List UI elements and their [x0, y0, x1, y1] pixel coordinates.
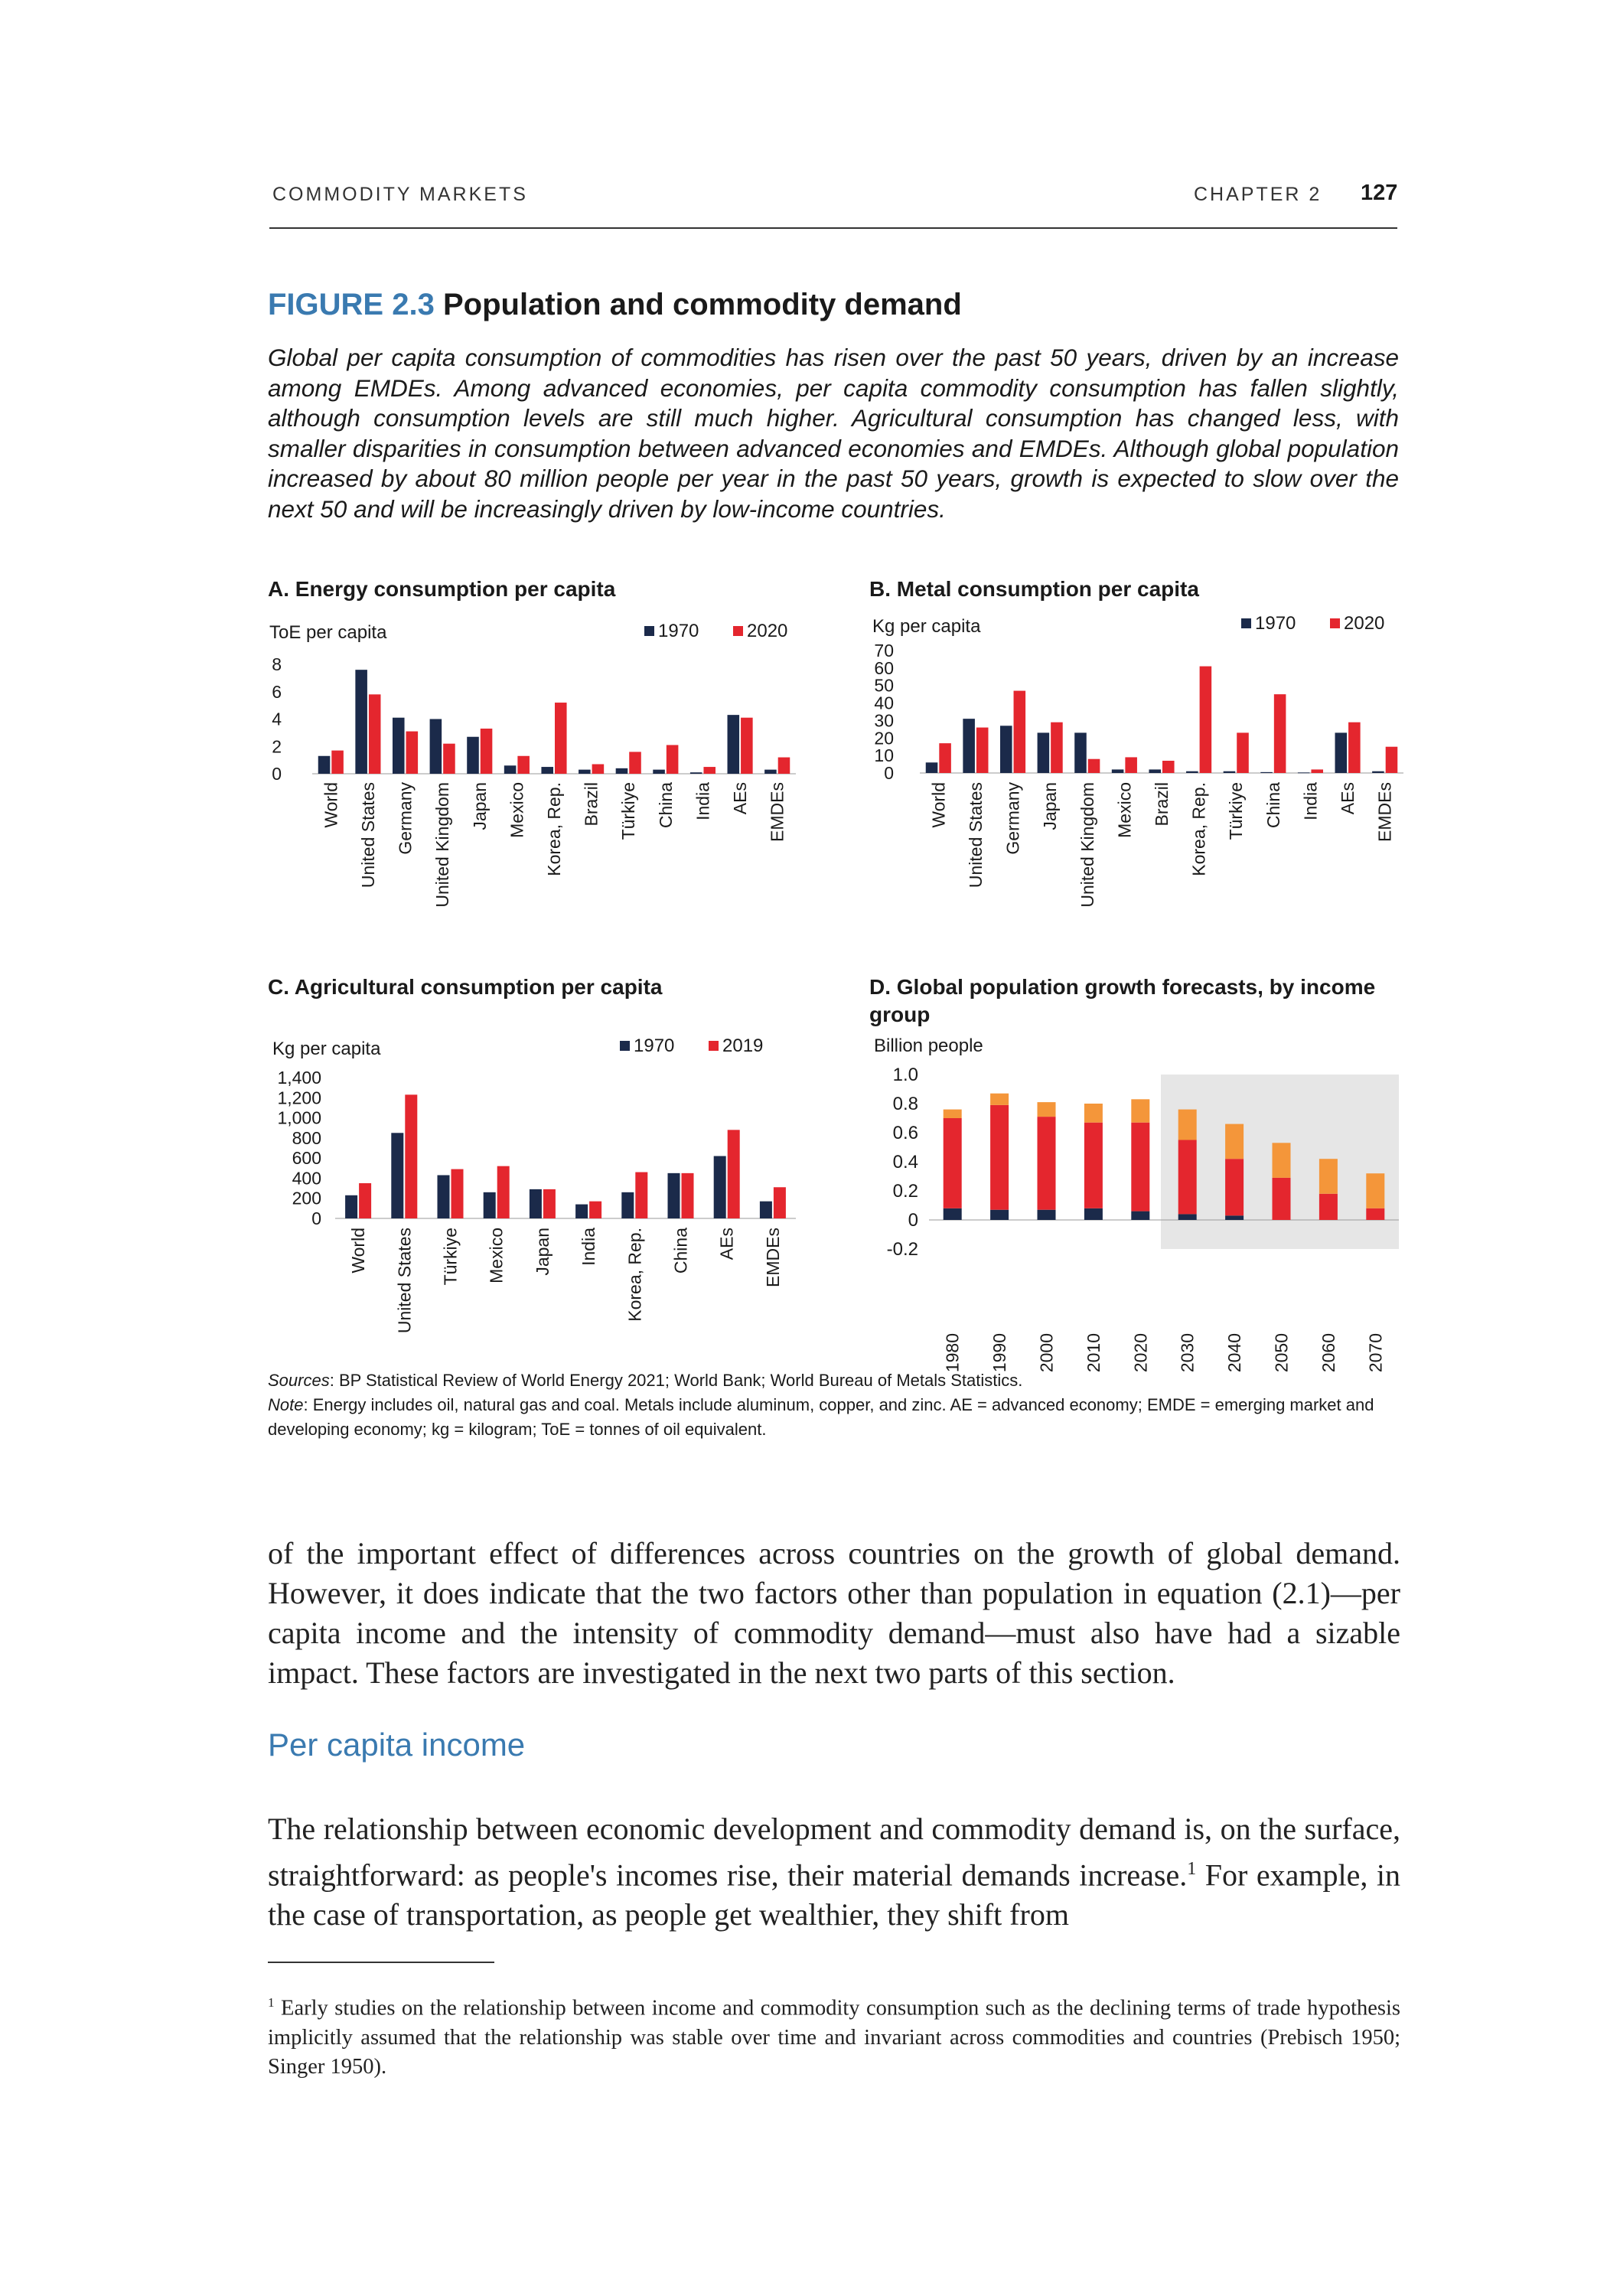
panel-c-bar-world-1970	[345, 1195, 357, 1218]
panel-c-bar-china-2019	[682, 1173, 694, 1218]
panel-c-category-world: World	[348, 1228, 369, 1274]
panel-d-bar-2020-segment-2	[1131, 1123, 1149, 1212]
panel-c-bar-united-states-2019	[405, 1094, 417, 1218]
panel-a-category-united-states: United States	[357, 782, 378, 889]
panel-c-bar-japan-2019	[543, 1189, 556, 1218]
panel-b-y-label: Kg per capita	[872, 616, 981, 637]
panel-c-bar-emdes-2019	[774, 1187, 786, 1218]
panel-c-bar-t-rkiye-2019	[451, 1169, 464, 1218]
footnote-text: Early studies on the relationship between income and commodity consumption such as the declining terms of trade hypothesis implicitly assumed that the relationship was stable over time and invariant across commodities and countries (Prebisch 1950; Singer 1950).	[268, 1996, 1400, 2079]
panel-a-bar-united-states-1970	[355, 670, 367, 774]
note-label: Note	[268, 1395, 304, 1414]
panel-b-category-t-rkiye: Türkiye	[1226, 782, 1247, 840]
footnote-mark: 1	[268, 1995, 275, 2010]
panel-d-bar-2000-segment-1	[1038, 1210, 1056, 1220]
panel-a-bar-mexico-2020	[517, 756, 530, 774]
panel-a-category-brazil: Brazil	[581, 782, 601, 827]
panel-c-bar-mexico-2019	[497, 1166, 510, 1218]
panel-d-bar-2000-segment-2	[1038, 1117, 1056, 1210]
panel-d-category-2010: 2010	[1083, 1333, 1103, 1373]
panel-a-y-tick-8: 8	[272, 654, 282, 674]
panel-d-y-label: Billion people	[874, 1035, 983, 1056]
panel-b-category-emdes: EMDEs	[1374, 782, 1395, 842]
panel-a-bar-emdes-2020	[778, 758, 790, 774]
panel-c-bar-t-rkiye-1970	[438, 1175, 450, 1218]
panel-b-bar-aes-2020	[1348, 722, 1361, 773]
panel-c-bar-aes-1970	[714, 1156, 726, 1218]
panel-c-category-aes: AEs	[716, 1228, 737, 1261]
panel-a-legend-2020: 2020	[747, 621, 788, 641]
panel-d-category-2070: 2070	[1365, 1333, 1386, 1373]
panel-c-category-korea-rep: Korea, Rep.	[624, 1228, 645, 1322]
panel-d-bar-2050-segment-2	[1273, 1178, 1291, 1220]
panel-b-category-china: China	[1263, 782, 1283, 829]
footnote-rule	[268, 1962, 494, 1963]
panel-b-category-brazil: Brazil	[1152, 782, 1172, 827]
panel-b-y-tick-30: 30	[874, 710, 894, 731]
panel-b-bar-world-2020	[939, 743, 951, 773]
page-number: 127	[1361, 181, 1398, 205]
panel-a-legend-swatch-1970	[644, 626, 654, 636]
panel-d-bar-1990-segment-3	[990, 1094, 1009, 1105]
panel-b-y-tick-50: 50	[874, 675, 894, 696]
panel-b-legend-1970: 1970	[1255, 613, 1296, 634]
panel-d-bar-2010-segment-2	[1084, 1123, 1103, 1208]
panel-c-y-tick-1-000: 1,000	[277, 1107, 321, 1128]
panel-a-legend-1970: 1970	[658, 621, 699, 641]
panel-a-bar-china-1970	[653, 770, 665, 774]
panel-d-bar-2020-segment-1	[1131, 1212, 1149, 1220]
panel-a-bar-germany-1970	[393, 718, 405, 774]
panel-a-category-mexico: Mexico	[507, 782, 527, 838]
figure-subtitle: Global per capita consumption of commodities has risen over the past 50 years, driven by an increase among EMDEs. Among advanced economies, per capita commodity consumption has fallen slightly, although consumption levels are still much higher. Agricultural consumption has changed less, with smaller disparities in consumption between advanced economies and EMDEs. Although global population increased by about 80 million people per year in the past 50 years, growth is expected to slow over the next 50 and will be increasingly driven by low-income countries.	[268, 344, 1399, 523]
panel-d-bar-1990-segment-1	[990, 1210, 1009, 1220]
panel-b-title: B. Metal consumption per capita	[869, 577, 1199, 601]
panel-b-bar-united-states-1970	[963, 719, 975, 773]
panel-a-y-tick-4: 4	[272, 709, 282, 729]
sources-text: : BP Statistical Review of World Energy 2021; World Bank; World Bureau of Metals Statistics.	[329, 1371, 1023, 1390]
panel-b-category-india: India	[1300, 782, 1321, 820]
figure-title-text: Population and commodity demand	[442, 288, 962, 321]
panel-c-category-japan: Japan	[532, 1228, 553, 1276]
panel-d-bar-2050-segment-3	[1273, 1143, 1291, 1178]
panel-c-legend-swatch-1970	[620, 1041, 630, 1051]
body-paragraph-2	[268, 1809, 1400, 1935]
panel-d-y-tick-0-8: 0.8	[892, 1094, 918, 1114]
panel-a-bar-brazil-2020	[592, 764, 605, 774]
panel-d-bar-2070-segment-2	[1366, 1208, 1384, 1220]
panel-b-bar-aes-1970	[1335, 732, 1348, 773]
panel-c-bar-china-1970	[668, 1173, 680, 1218]
panel-b-legend-swatch-2020	[1330, 618, 1340, 628]
panel-a-category-united-kingdom: United Kingdom	[432, 782, 453, 908]
footnote-ref[interactable]: 1	[1187, 1859, 1197, 1879]
panel-c-y-tick-0: 0	[311, 1208, 321, 1228]
panel-a-category-india: India	[693, 782, 713, 820]
panel-a-category-korea-rep: Korea, Rep.	[544, 782, 564, 876]
panel-a-bar-aes-2020	[741, 718, 753, 774]
panel-b-y-tick-60: 60	[874, 657, 894, 678]
panel-b-bar-united-kingdom-1970	[1074, 732, 1087, 773]
panel-d-bar-1980-segment-1	[944, 1208, 962, 1220]
figure-sources	[268, 1368, 1400, 1442]
panel-c-bar-mexico-1970	[484, 1192, 496, 1218]
figure-number: FIGURE 2.3	[268, 288, 435, 321]
panel-d-bar-2030-segment-3	[1178, 1110, 1197, 1140]
panel-b-bar-india-2020	[1311, 769, 1323, 773]
panel-a-category-china: China	[655, 782, 676, 829]
panel-b-category-germany: Germany	[1002, 782, 1023, 855]
panel-a-bar-japan-1970	[467, 737, 479, 774]
panel-c-legend-swatch-2019	[709, 1041, 719, 1051]
panel-d-category-2030: 2030	[1177, 1333, 1198, 1373]
panel-b-bar-korea-rep-2020	[1200, 667, 1212, 773]
panel-a-category-aes: AEs	[730, 782, 751, 815]
panel-d-bar-2060-segment-2	[1319, 1194, 1338, 1220]
panel-c-bar-korea-rep-1970	[621, 1192, 634, 1218]
panel-a-category-japan: Japan	[469, 782, 490, 830]
panel-d-bar-2040-segment-3	[1225, 1124, 1244, 1159]
panel-d-category-2020: 2020	[1130, 1333, 1151, 1373]
panel-c-legend-2019: 2019	[722, 1035, 764, 1056]
panel-c-bar-japan-1970	[530, 1189, 542, 1218]
panel-a-bar-china-2020	[667, 745, 679, 774]
panel-b-legend-2020: 2020	[1344, 613, 1385, 634]
panel-c-y-tick-200: 200	[292, 1188, 321, 1208]
panel-b-y-tick-20: 20	[874, 728, 894, 748]
panel-c-category-india: India	[579, 1228, 599, 1266]
panel-c-bar-aes-2019	[728, 1130, 740, 1218]
panel-b-y-tick-40: 40	[874, 693, 894, 713]
panel-a-category-t-rkiye: Türkiye	[618, 782, 639, 840]
panel-d-bar-2020-segment-3	[1131, 1099, 1149, 1122]
panel-b-bar-china-1970	[1260, 772, 1273, 773]
panel-a-bar-t-rkiye-1970	[616, 768, 628, 774]
panel-c-title: C. Agricultural consumption per capita	[268, 975, 663, 999]
note-text: : Energy includes oil, natural gas and coal. Metals include aluminum, copper, and zinc. AE = advanced economy; EMDE = emerging market and developing economy; kg = kilogram; ToE = tonnes of oil equivalent.	[268, 1395, 1374, 1439]
panel-c-y-tick-1-400: 1,400	[277, 1068, 321, 1088]
panel-d-category-2060: 2060	[1318, 1333, 1338, 1373]
panel-b-category-world: World	[928, 782, 949, 828]
panel-c-bar-korea-rep-2019	[635, 1172, 647, 1218]
panel-d-bar-2040-segment-1	[1225, 1215, 1244, 1220]
panel-a-y-tick-0: 0	[272, 764, 282, 784]
panel-a-bar-japan-2020	[481, 729, 493, 774]
panel-b-bar-brazil-2020	[1162, 761, 1175, 773]
panel-a-bar-united-kingdom-2020	[443, 744, 455, 774]
panel-d-bar-1980-segment-2	[944, 1118, 962, 1208]
panel-b-y-tick-0: 0	[884, 763, 894, 783]
panel-d-category-2040: 2040	[1224, 1333, 1245, 1373]
panel-d-bar-1990-segment-2	[990, 1105, 1009, 1210]
panel-a-bar-world-1970	[318, 756, 331, 774]
panel-b-bar-t-rkiye-1970	[1224, 771, 1236, 773]
panel-a-bar-mexico-1970	[504, 765, 517, 774]
panel-c-legend-1970: 1970	[634, 1035, 675, 1056]
panel-b-bar-t-rkiye-2020	[1237, 732, 1249, 773]
panel-c-y-tick-1-200: 1,200	[277, 1088, 321, 1108]
panel-a-bar-emdes-1970	[764, 770, 777, 774]
panel-a-bar-korea-rep-1970	[541, 767, 553, 774]
panel-d-bar-2010-segment-1	[1084, 1208, 1103, 1220]
panel-d-y-tick-0-2: -0.2	[886, 1239, 918, 1260]
panel-d-bar-2000-segment-3	[1038, 1102, 1056, 1117]
panel-b-bar-united-states-2020	[976, 728, 989, 773]
panel-d-bar-2040-segment-2	[1225, 1159, 1244, 1215]
panel-b-category-japan: Japan	[1040, 782, 1061, 830]
running-header: COMMODITY MARKETS	[272, 184, 528, 205]
panel-d-bar-2070-segment-3	[1366, 1173, 1384, 1208]
panel-c-bar-india-1970	[575, 1205, 588, 1218]
panel-c-y-tick-400: 400	[292, 1168, 321, 1189]
body-paragraph-1: of the important effect of differences across countries on the growth of global demand. However, it does indicate that the two factors other than population in equation (2.1)—per capita income and the intensity of commodity demand—must also have had a sizable impact. These factors are investigated in the next two parts of this section.	[268, 1536, 1400, 1690]
panel-d-y-tick-0-6: 0.6	[892, 1123, 918, 1143]
panel-a-bar-brazil-1970	[579, 770, 591, 774]
panel-c-bar-united-states-1970	[391, 1133, 403, 1218]
panel-d-bar-2060-segment-3	[1319, 1159, 1338, 1194]
panel-b-bar-india-1970	[1298, 772, 1310, 773]
chapter-label: CHAPTER 2	[1194, 184, 1322, 205]
panel-b-bar-japan-1970	[1038, 732, 1050, 773]
panel-b-bar-mexico-2020	[1125, 757, 1137, 773]
panel-c-y-label: Kg per capita	[272, 1039, 381, 1059]
panel-a-bar-united-kingdom-1970	[430, 719, 442, 775]
panel-b-y-tick-10: 10	[874, 745, 894, 766]
panel-d-bar-1980-segment-3	[944, 1110, 962, 1118]
panel-d-y-tick-1-0: 1.0	[892, 1065, 918, 1085]
panel-d-category-2050: 2050	[1271, 1333, 1292, 1373]
panel-a-title: A. Energy consumption per capita	[268, 577, 616, 601]
panel-c-category-emdes: EMDEs	[762, 1228, 783, 1287]
panel-d-y-tick-0-4: 0.4	[892, 1152, 918, 1172]
panel-c-category-china: China	[670, 1228, 691, 1274]
panel-c-bar-india-2019	[589, 1202, 601, 1218]
panel-c-category-mexico: Mexico	[486, 1228, 507, 1283]
panel-a-bar-united-states-2020	[369, 694, 381, 774]
panel-a-bar-korea-rep-2020	[555, 703, 567, 774]
panel-c-category-t-rkiye: Türkiye	[440, 1228, 461, 1286]
panel-d-bar-2030-segment-1	[1178, 1214, 1197, 1220]
panel-a-category-emdes: EMDEs	[767, 782, 787, 842]
panel-d-bar-2030-segment-2	[1178, 1140, 1197, 1215]
panel-b-category-united-kingdom: United Kingdom	[1077, 782, 1097, 908]
panel-a-bar-india-2020	[703, 767, 715, 774]
panel-b-category-united-states: United States	[965, 782, 986, 889]
panel-b-y-tick-70: 70	[874, 641, 894, 660]
panel-a-y-tick-6: 6	[272, 681, 282, 702]
panel-b-bar-germany-2020	[1014, 691, 1026, 773]
panel-a-bar-india-1970	[690, 772, 702, 774]
panel-a-y-label: ToE per capita	[269, 622, 387, 643]
panel-b-bar-mexico-1970	[1112, 769, 1124, 773]
panel-a-bar-germany-2020	[406, 732, 419, 774]
body-paragraph-2-rest: For example, in the case of transportation, as people get wealthier, they shift from	[268, 1857, 1400, 1932]
panel-a-category-world: World	[321, 782, 341, 828]
panel-c-y-tick-600: 600	[292, 1148, 321, 1169]
panel-d-title: D. Global population growth forecasts, by income group	[869, 975, 1376, 1026]
panel-a-legend-swatch-2020	[733, 626, 743, 636]
panel-a-category-germany: Germany	[395, 782, 416, 855]
panel-b-bar-brazil-1970	[1149, 769, 1161, 773]
panel-c-bar-emdes-1970	[760, 1202, 772, 1218]
panel-b-legend-swatch-1970	[1241, 618, 1251, 628]
panel-b-bar-emdes-2020	[1386, 747, 1398, 773]
panel-a-bar-world-2020	[331, 751, 344, 774]
panel-b-bar-korea-rep-1970	[1186, 771, 1198, 773]
panel-d-category-1990: 1990	[989, 1333, 1010, 1373]
panel-d-bar-2010-segment-3	[1084, 1104, 1103, 1123]
panel-a-bar-aes-1970	[728, 715, 740, 774]
panel-b-category-korea-rep: Korea, Rep.	[1188, 782, 1209, 876]
panel-a-bar-t-rkiye-2020	[629, 752, 641, 774]
panel-b-bar-world-1970	[926, 762, 938, 773]
panel-d-category-1980: 1980	[942, 1333, 963, 1373]
panel-b-bar-japan-2020	[1051, 722, 1063, 773]
panel-a-y-tick-2: 2	[272, 736, 282, 757]
panel-b-bar-united-kingdom-2020	[1088, 759, 1100, 773]
panel-b-bar-china-2020	[1274, 694, 1286, 773]
panel-b-bar-germany-1970	[1000, 726, 1012, 773]
panel-c-bar-world-2019	[359, 1183, 371, 1218]
footnote	[268, 1988, 1400, 2082]
panel-d-y-tick-0: 0	[908, 1210, 918, 1231]
panel-d-y-tick-0-2: 0.2	[892, 1181, 918, 1202]
panel-c-category-united-states: United States	[394, 1228, 415, 1334]
section-heading: Per capita income	[268, 1727, 526, 1763]
panel-c-y-tick-800: 800	[292, 1127, 321, 1148]
sources-label: Sources	[268, 1371, 330, 1390]
panel-b-category-aes: AEs	[1338, 782, 1358, 815]
panel-b-category-mexico: Mexico	[1114, 782, 1135, 838]
panel-b-bar-emdes-1970	[1372, 771, 1384, 773]
panel-d-category-2000: 2000	[1036, 1333, 1057, 1373]
body-paragraph-2-text: The relationship between economic development and commodity demand is, on the surface, straightforward: as people's incomes rise, their material demands increase.	[268, 1812, 1400, 1893]
